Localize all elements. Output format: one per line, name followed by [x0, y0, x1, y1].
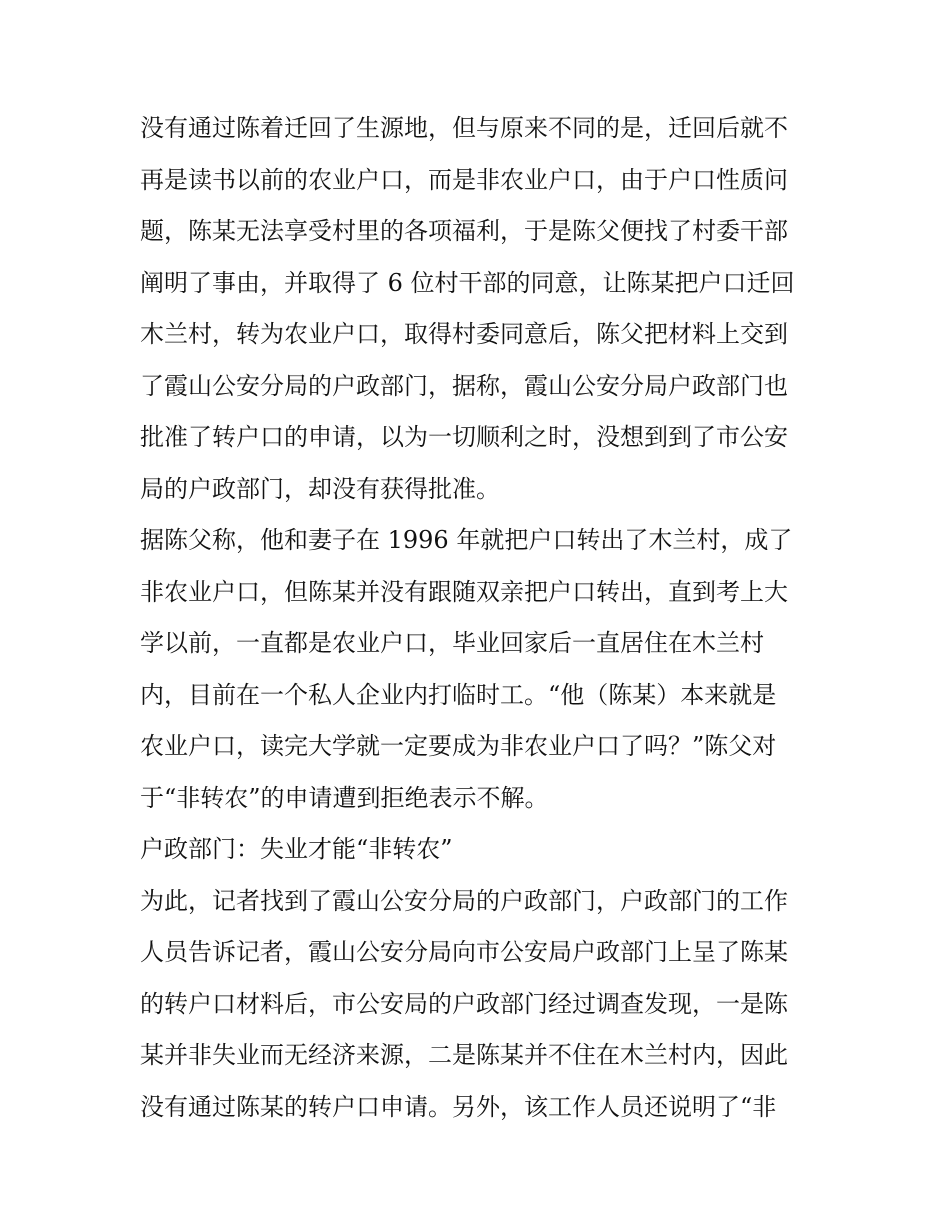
text-line: 非农业户口，但陈某并没有跟随双亲把户口转出，直到考上大: [140, 577, 788, 606]
text-line: 没有通过陈某的转户口申请。另外，该工作人员还说明了“非: [140, 1092, 777, 1121]
text-line: 批准了转户口的申请，以为一切顺利之时，没想到到了市公安: [140, 423, 788, 451]
text-line: 内，目前在一个私人企业内打临时工。“他（陈某）本来就是: [140, 680, 777, 709]
body-text: [140, 103, 820, 1133]
text-line: 没有通过陈着迁回了生源地，但与原来不同的是，迁回后就不: [140, 114, 788, 142]
text-line: 学以前，一直都是农业户口，毕业回家后一直居住在木兰村: [140, 629, 764, 657]
text-line: 局的户政部门，却没有获得批准。: [140, 474, 500, 503]
text-line: 某并非失业而无经济来源，二是陈某并不住在木兰村内，因此: [140, 1041, 788, 1069]
text-line: 于“非转农”的申请遭到拒绝表示不解。: [140, 783, 549, 812]
text-line: 为此，记者找到了霞山公安分局的户政部门，户政部门的工作: [140, 886, 788, 915]
text-line: 阐明了事由，并取得了 6 位村干部的同意，让陈某把户口迁回: [140, 268, 795, 297]
text-line: 据陈父称，他和妻子在 1996 年就把户口转出了木兰村，成了: [140, 526, 793, 554]
text-line: 的转户口材料后，市公安局的户政部门经过调查发现，一是陈: [140, 989, 788, 1018]
text-line: 题，陈某无法享受村里的各项福利，于是陈父便找了村委干部: [140, 217, 788, 245]
text-line: 人员告诉记者，霞山公安分局向市公安局户政部门上呈了陈某: [140, 938, 788, 966]
text-line: 木兰村，转为农业户口，取得村委同意后，陈父把材料上交到: [140, 320, 788, 348]
text-line: 再是读书以前的农业户口，而是非农业户口，由于户口性质问: [140, 165, 788, 194]
section-heading: 户政部门：失业才能“非转农”: [140, 835, 453, 863]
text-line: 农业户口，读完大学就一定要成为非农业户口了吗？”陈父对: [140, 732, 777, 760]
text-line: 了霞山公安分局的户政部门，据称，霞山公安分局户政部门也: [140, 371, 788, 400]
